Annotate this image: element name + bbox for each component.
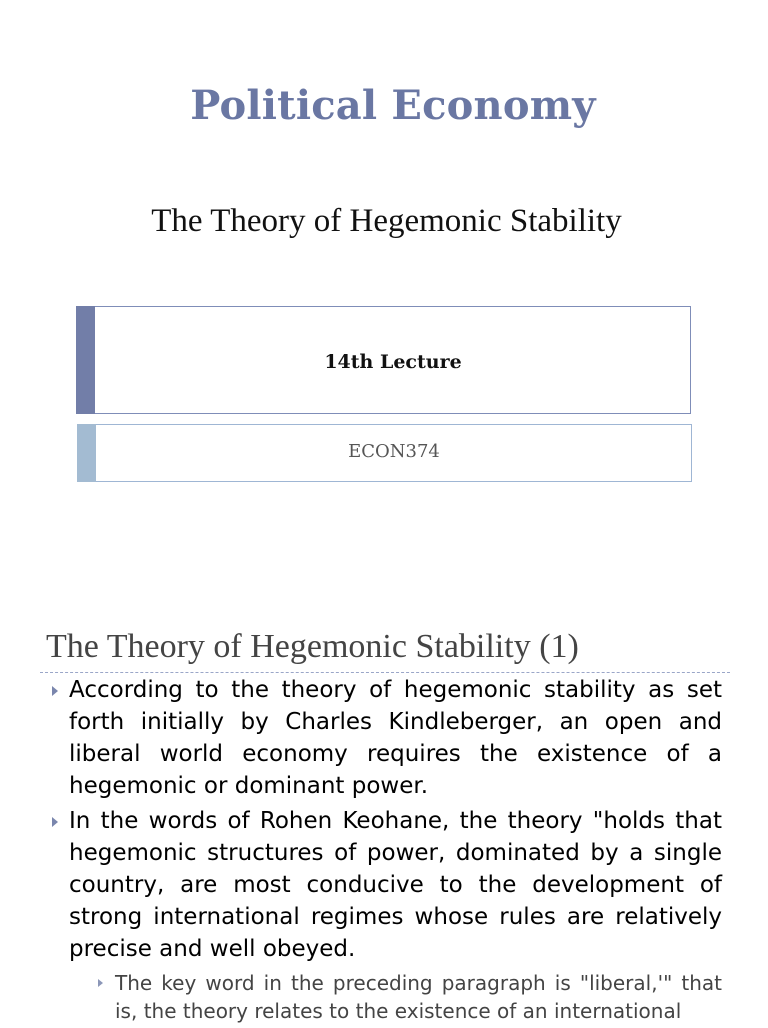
triangle-right-icon [98, 979, 103, 987]
bullet-text: According to the theory of hegemonic stability as set forth initially by Charles Kindleberger, an open and liberal world economy requires the existence of a hegemonic or dominant power. [69, 677, 722, 799]
content-slide-title: The Theory of Hegemonic Stability (1) [46, 628, 579, 665]
course-box-accent-bar [77, 424, 96, 482]
triangle-right-icon [52, 817, 58, 827]
slide-subtitle: The Theory of Hegemonic Stability [151, 203, 622, 239]
sub-bullet-text: The key word in the preceding paragraph is "liberal,'" that is, the theory relates to the existence of an international [115, 971, 722, 1023]
bullet-list [46, 674, 722, 1028]
sub-list-item [92, 969, 722, 1025]
lecture-box [76, 306, 691, 414]
lecture-box-accent-bar [76, 306, 95, 414]
list-item [46, 674, 722, 802]
bullet-text: In the words of Rohen Keohane, the theory "holds that hegemonic structures of power, dominated by a single country, are most conducive to the development of strong international regimes whose rules are relatively precise and well obeyed. [69, 808, 722, 962]
course-box [77, 424, 692, 482]
lecture-label: 14th Lecture [324, 351, 462, 373]
list-item [46, 805, 722, 1025]
content-slide [0, 560, 768, 1024]
slide-title: Political Economy [190, 82, 596, 129]
title-divider [40, 672, 730, 673]
triangle-right-icon [52, 686, 58, 696]
course-code: ECON374 [348, 441, 440, 462]
